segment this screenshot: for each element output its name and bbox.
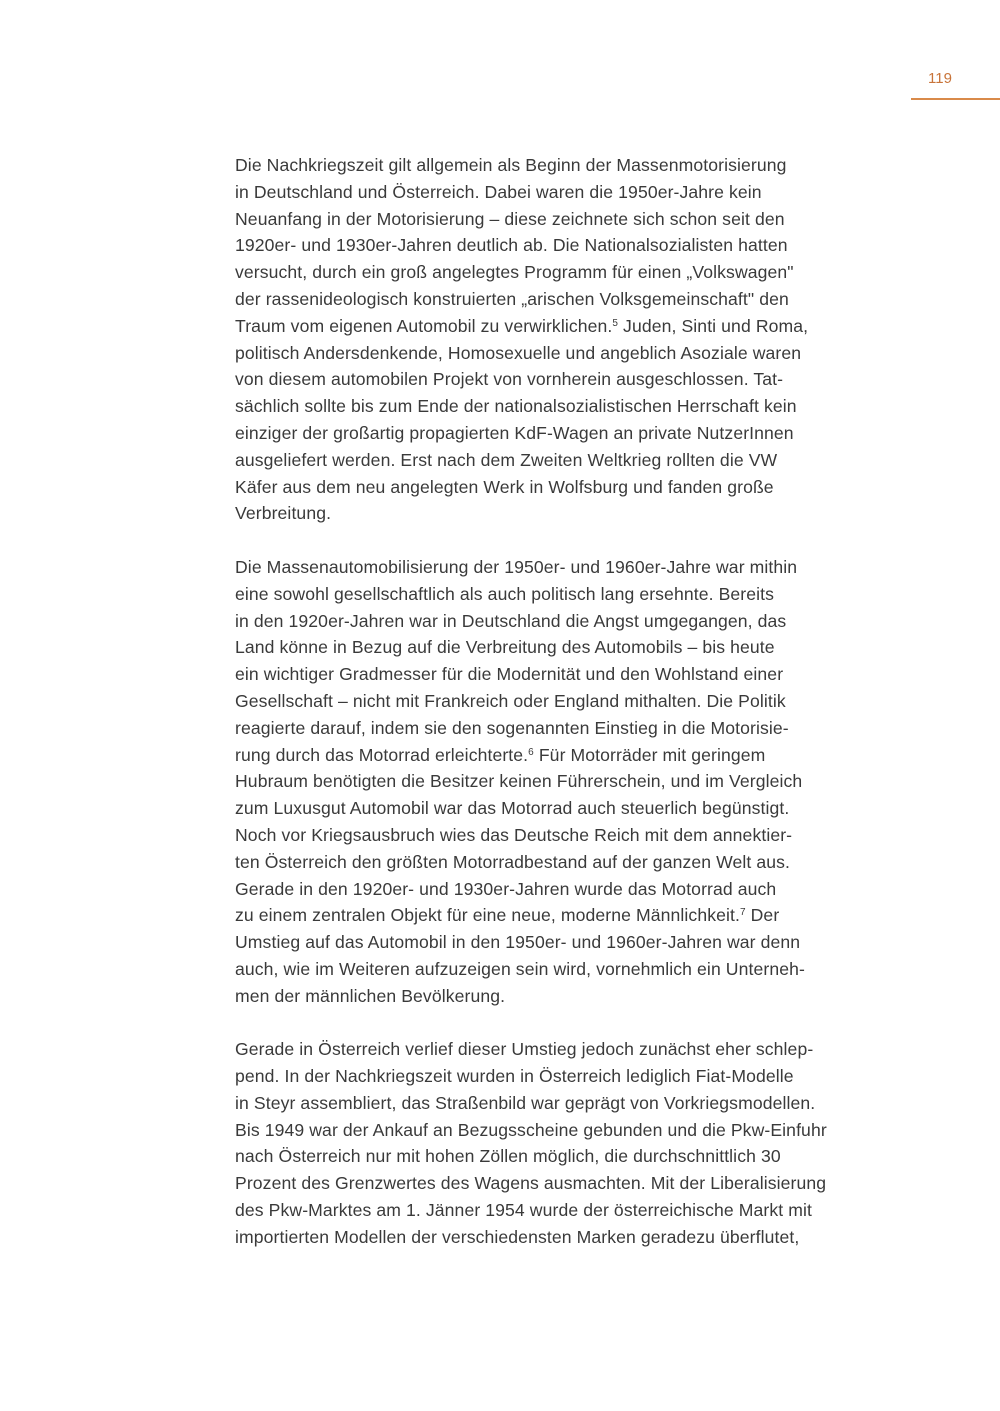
text-line xyxy=(235,1197,827,1224)
line-text: men der männlichen Bevölkerung. xyxy=(235,985,506,1006)
line-text: ein wichtiger Gradmesser für die Modernität und den Wohlstand einer xyxy=(235,664,784,685)
text-line xyxy=(235,259,827,286)
line-text: des Pkw-Marktes am 1. Jänner 1954 wurde der österreichische Markt mit xyxy=(235,1200,812,1221)
text-line xyxy=(235,474,827,501)
line-text: Juden, Sinti und Roma, xyxy=(618,315,809,336)
line-text: Prozent des Grenzwertes des Wagens ausmachten. Mit der Liberalisierung xyxy=(235,1173,827,1194)
text-line xyxy=(235,152,827,179)
line-text: Neuanfang in der Motorisierung – diese zeichnete sich schon seit den xyxy=(235,208,785,229)
text-line xyxy=(235,1063,827,1090)
text-line xyxy=(235,313,827,340)
line-text: sächlich sollte bis zum Ende der nationalsozialistischen Herrschaft kein xyxy=(235,396,797,417)
line-text: politisch Andersdenkende, Homosexuelle und angeblich Asoziale waren xyxy=(235,342,802,363)
text-line xyxy=(235,742,827,769)
text-line xyxy=(235,393,827,420)
line-text: Gesellschaft – nicht mit Frankreich oder England mithalten. Die Politik xyxy=(235,690,786,711)
text-line xyxy=(235,447,827,474)
line-text: importierten Modellen der verschiedensten Marken geradezu überflutet, xyxy=(235,1226,800,1247)
line-text: in Deutschland und Österreich. Dabei waren die 1950er-Jahre kein xyxy=(235,181,762,202)
text-line xyxy=(235,634,827,661)
text-line xyxy=(235,340,827,367)
line-text: zu einem zentralen Objekt für eine neue, moderne Männlichkeit. xyxy=(235,905,740,926)
text-line xyxy=(235,956,827,983)
line-text: auch, wie im Weiteren aufzuzeigen sein wird, vornehmlich ein Unterneh- xyxy=(235,958,805,979)
text-line xyxy=(235,849,827,876)
text-line xyxy=(235,581,827,608)
text-line xyxy=(235,822,827,849)
line-text: Käfer aus dem neu angelegten Werk in Wolfsburg und fanden große xyxy=(235,476,774,497)
line-text: Die Massenautomobilisierung der 1950er- und 1960er-Jahre war mithin xyxy=(235,556,798,577)
text-line xyxy=(235,983,827,1010)
text-line xyxy=(235,1090,827,1117)
footnote-reference[interactable]: 7 xyxy=(739,907,746,919)
footnote-reference[interactable]: 5 xyxy=(612,317,619,329)
text-line xyxy=(235,1036,827,1063)
text-line xyxy=(235,1170,827,1197)
text-line xyxy=(235,232,827,259)
text-line xyxy=(235,768,827,795)
line-text: 1920er- und 1930er-Jahren deutlich ab. Die Nationalsozialisten hatten xyxy=(235,235,788,256)
line-text: in den 1920er-Jahren war in Deutschland die Angst umgegangen, das xyxy=(235,610,787,631)
line-text: ten Österreich den größten Motorradbestand auf der ganzen Welt aus. xyxy=(235,851,791,872)
line-text: Verbreitung. xyxy=(235,503,332,524)
line-text: Für Motorräder mit geringem xyxy=(533,744,766,765)
text-line xyxy=(235,554,827,581)
text-line xyxy=(235,500,827,527)
line-text: versucht, durch ein groß angelegtes Programm für einen „Volkswagen" xyxy=(235,262,794,283)
line-text: rung durch das Motorrad erleichterte. xyxy=(235,744,529,765)
line-text: Hubraum benötigten die Besitzer keinen Führerschein, und im Vergleich xyxy=(235,771,803,792)
text-line xyxy=(235,929,827,956)
text-line xyxy=(235,1224,827,1251)
footnote-reference[interactable]: 6 xyxy=(528,746,534,758)
line-text: reagierte darauf, indem sie den sogenannten Einstieg in die Motorisie- xyxy=(235,717,789,738)
paragraph xyxy=(235,554,827,1010)
text-line xyxy=(235,688,827,715)
line-text: der rassenideologisch konstruierten „arischen Volksgemeinschaft" den xyxy=(235,288,789,309)
page-number: 119 xyxy=(928,70,952,87)
line-text: pend. In der Nachkriegszeit wurden in Österreich lediglich Fiat-Modelle xyxy=(235,1066,794,1087)
text-line xyxy=(235,366,827,393)
text-line xyxy=(235,661,827,688)
line-text: ausgeliefert werden. Erst nach dem Zweiten Weltkrieg rollten die VW xyxy=(235,449,778,470)
line-text: von diesem automobilen Projekt von vornherein ausgeschlossen. Tat- xyxy=(235,369,784,390)
text-line xyxy=(235,206,827,233)
line-text: Gerade in den 1920er- und 1930er-Jahren wurde das Motorrad auch xyxy=(235,878,777,899)
text-line xyxy=(235,286,827,313)
text-line xyxy=(235,608,827,635)
line-text: Der xyxy=(745,905,780,926)
text-line xyxy=(235,795,827,822)
line-text: einziger der großartig propagierten KdF-Wagen an private NutzerInnen xyxy=(235,422,794,443)
text-line xyxy=(235,420,827,447)
text-line xyxy=(235,179,827,206)
line-text: Gerade in Österreich verlief dieser Umstieg jedoch zunächst eher schlep- xyxy=(235,1039,814,1060)
line-text: eine sowohl gesellschaftlich als auch politisch lang ersehnte. Bereits xyxy=(235,583,775,604)
text-line xyxy=(235,876,827,903)
line-text: Noch vor Kriegsausbruch wies das Deutsche Reich mit dem annektier- xyxy=(235,824,793,845)
line-text: Traum vom eigenen Automobil zu verwirklichen. xyxy=(235,315,613,336)
line-text: Die Nachkriegszeit gilt allgemein als Beginn der Massenmotorisierung xyxy=(235,155,787,175)
line-text: zum Luxusgut Automobil war das Motorrad auch steuerlich begünstigt. xyxy=(235,798,790,819)
text-line xyxy=(235,1117,827,1144)
paragraph xyxy=(235,152,827,527)
line-text: Bis 1949 war der Ankauf an Bezugsscheine gebunden und die Pkw-Einfuhr xyxy=(235,1119,827,1140)
line-text: nach Österreich nur mit hohen Zöllen möglich, die durchschnittlich 30 xyxy=(235,1146,781,1167)
text-line xyxy=(235,715,827,742)
line-text: Land könne in Bezug auf die Verbreitung des Automobils – bis heute xyxy=(235,637,775,658)
text-line xyxy=(235,902,827,929)
body-text xyxy=(235,152,827,1277)
line-text: Umstieg auf das Automobil in den 1950er- und 1960er-Jahren war denn xyxy=(235,932,801,953)
text-line xyxy=(235,1143,827,1170)
line-text: in Steyr assembliert, das Straßenbild war geprägt von Vorkriegsmodellen. xyxy=(235,1092,816,1113)
paragraph xyxy=(235,1036,827,1250)
page-number-rule xyxy=(911,98,1000,100)
